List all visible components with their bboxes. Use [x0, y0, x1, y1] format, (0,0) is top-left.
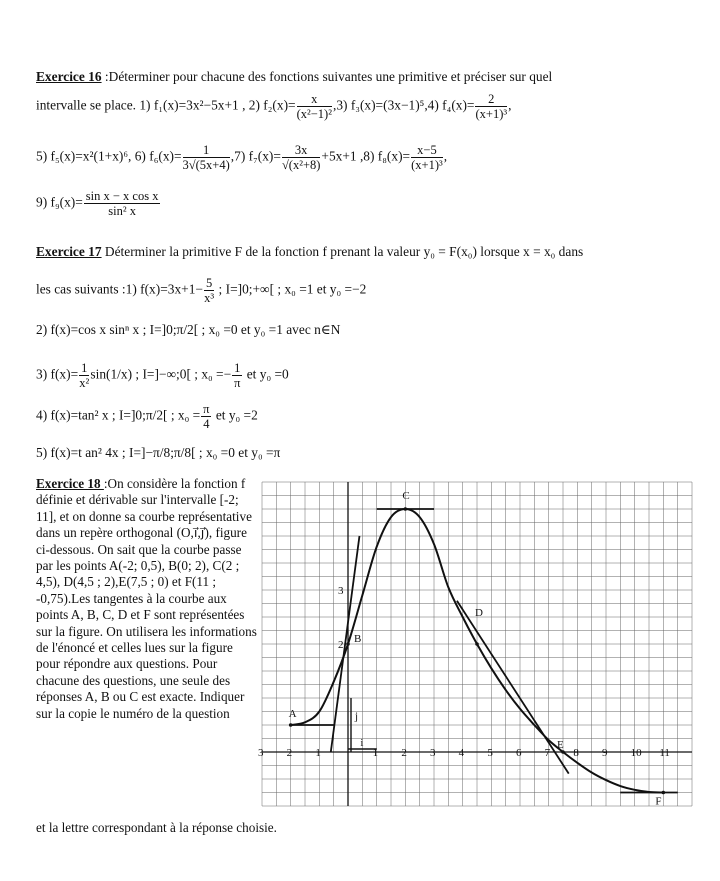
ex17-case2: 2) f(x)=cos x sinⁿ x ; I=]0;π/2[ ; x₀ =0 et y₀ =1 avec n∈N [36, 322, 341, 337]
x-tick-label: 9 [602, 747, 608, 759]
ex16-title: Exercice 16 [36, 69, 102, 84]
ex16-intro: :Déterminer pour chacune des fonctions suivantes une primitive et préciser sur quel [104, 69, 553, 84]
point-label-E: E [557, 739, 564, 751]
x-tick-label: 2 [401, 747, 407, 759]
ex17-case4: 4) f(x)=tan² x ; I=]0;π/2[ ; x₀ = $\frac{\pi}{4}$ et y₀ =2 [36, 402, 258, 431]
ex17-title: Exercice 17 [36, 244, 102, 259]
function-graph [258, 474, 698, 814]
ex17-case3: 3) f(x)= $\frac{1}{\text{x²}}$ sin(1/x) ; I=]−∞;0[ ; x₀ =− $\frac{1}{\pi}$ et y₀ =0 [36, 361, 289, 390]
x-tick-label: 1 [315, 747, 321, 759]
x-tick-label: 2 [286, 747, 293, 759]
point-F [662, 791, 666, 795]
x-tick-label: 11 [659, 747, 670, 759]
x-tick-label: 5 [487, 747, 493, 759]
case3-fraction: $\frac{1}{\text{x²}}$ [79, 361, 90, 390]
f7-fraction: $\frac{3x}{\text{√(x²+8)}}$ [281, 143, 321, 172]
ex16-line4: 9) f₉(x)= $\frac{\text{sin x − x cos x}}{\text{sin² x}}$ [36, 189, 159, 218]
ex17-case1: les cas suivants :1) f(x)=3x+1− $\frac{5}{\text{x³}}$ ; I=]0;+∞[ ; x₀ =1 et y₀ =−2 [36, 276, 367, 305]
x-tick-label: 7 [544, 747, 551, 759]
x-tick-label: 3 [258, 747, 264, 759]
point-label-B: B [354, 633, 362, 645]
case3-x0-fraction: $\frac{1}{\pi}$ [234, 361, 241, 390]
point-A [289, 723, 293, 727]
ex17-line1 [36, 243, 583, 261]
ex16-line2-lead: intervalle se place. 1) f₁(x)=3x²−5x+1 , 2) f₂(x)= [36, 97, 296, 113]
unit-vector-i-label: i [360, 737, 364, 749]
case4-x0-fraction: $\frac{\pi}{4}$ [203, 402, 210, 431]
unit-vector-j-label: j [355, 710, 359, 723]
f4-fraction: $\frac{2}{\text{(x+1)³}}$ [475, 92, 508, 121]
point-label-D: D [475, 607, 483, 619]
ex18-last-line: et la lettre correspondant à la réponse choisie. [36, 820, 277, 835]
f2-fraction: $\frac{x}{\text{(x²−1)²}}$ [296, 92, 332, 121]
f9-fraction: $\frac{\text{sin x − x cos x}}{\text{sin² x}}$ [85, 189, 159, 218]
y-tick-label: 3 [338, 585, 344, 597]
point-C [404, 507, 408, 511]
case1-fraction: $\frac{5}{\text{x³}}$ [204, 276, 215, 305]
f6-fraction: $\frac{1}{3√(5x+4)}$ [182, 143, 230, 172]
ex16-f3: ,3) f₃(x)=(3x−1)⁵,4) f₄(x)= [332, 97, 475, 113]
ex18-paragraph [36, 476, 258, 722]
x-tick-label: 8 [573, 747, 579, 759]
f8-fraction: $\frac{x-5}{\text{(x+1)³}}$ [411, 143, 443, 172]
x-tick-label: 6 [516, 747, 522, 759]
ex16-line2: intervalle se place. 1) f₁(x)=3x²−5x+1 , 2) f₂(x)= $\frac{x}{\text{(x²−1)²}}$ ,3) f₃(x)=(3x−1)⁵,4) f₄(x)= $\frac{2}{\text{(x+1)³}}$ , [36, 92, 512, 121]
point-D [475, 642, 479, 646]
x-tick-label: 3 [430, 747, 436, 759]
x-tick-label: 10 [630, 747, 642, 759]
point-label-C: C [402, 490, 410, 502]
ex16-line1 [36, 68, 552, 86]
ex16-f5-f6: 5) f₅(x)=x²(1+x)⁶, 6) f₆(x)= [36, 148, 182, 164]
ex17-intro: Déterminer la primitive F de la fonction f prenant la valeur y₀ = F(x₀) lorsque x = x₀ dans [101, 244, 584, 259]
tangent-D [457, 601, 569, 774]
tangent-lines [288, 509, 678, 793]
ex16-line3: 5) f₅(x)=x²(1+x)⁶, 6) f₆(x)= $\frac{1}{3√(5x+4)}$ ,7) f₇(x)= $\frac{3x}{\text{√(x²+8)}}$ +5x+1 ,8) f₈(x)= $\frac{x-5}{\text{(x+1)³}}$ , [36, 143, 448, 172]
point-B [346, 642, 350, 646]
x-tick-label: 4 [458, 747, 465, 759]
point-label-F: F [655, 795, 662, 808]
ex18-body: :On considère la fonction f définie et dérivable sur l'intervalle [-2; 11], et on donne sa courbe représentative dans un repère orthogonal (O,i⃗,j⃗), figure ci-dessous. On sait que la courbe passe par les points A(-2; 0,5), B(0; 2), C(2 ; 4,5), D(4,5 ; 2),E(7,5 ; 0) et F(11 ; -0,75).Les tangentes à la courbe aux points A, B, C, D et F sont représentées sur la figure. On utilisera les informations de l'énoncé et celles lues sur la figure pour répondre aux questions. Pour chacune des questions, une seule des réponses A, B ou C est exacte. Indiquer sur la copie le numéro de la question [36, 476, 257, 721]
point-label-A: A [288, 708, 297, 720]
y-tick-label: 2 [338, 639, 344, 651]
ex18-title: Exercice 18 [36, 476, 104, 491]
ex17-case5: 5) f(x)=t an² 4x ; I=]−π/8;π/8[ ; x₀ =0 et y₀ =π [36, 445, 281, 460]
x-tick-label: 1 [372, 747, 379, 759]
